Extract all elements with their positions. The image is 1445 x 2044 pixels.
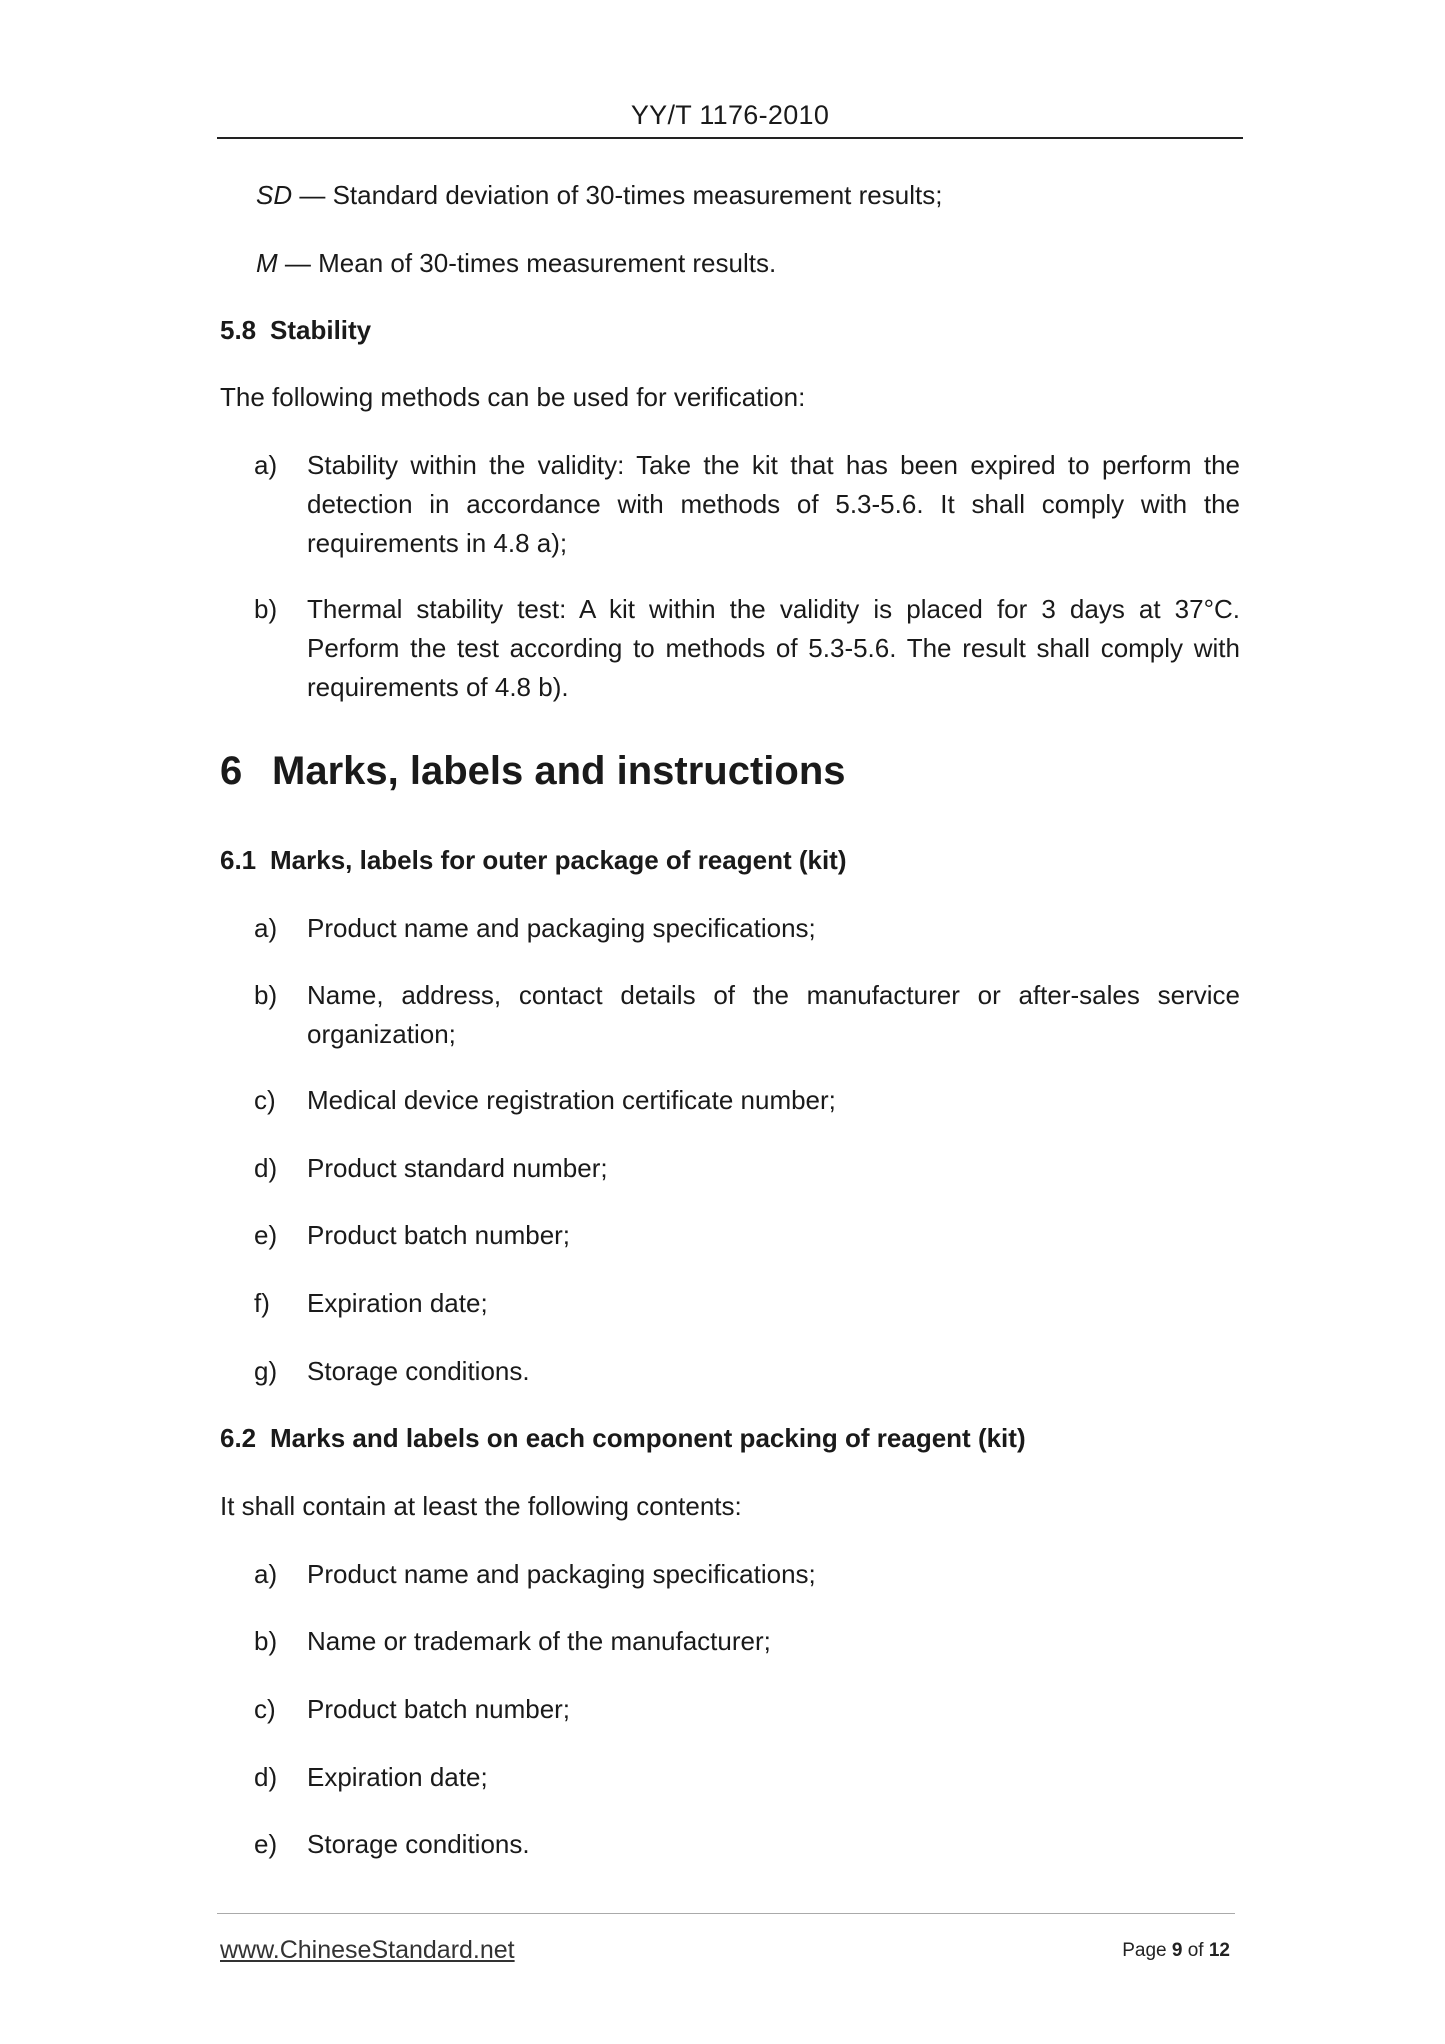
- list-item: [220, 1081, 1240, 1120]
- list-item-label: e): [254, 1829, 278, 1859]
- list-item: [220, 1690, 1240, 1729]
- section-heading-5-8: [220, 311, 371, 350]
- list-item-label: g): [254, 1356, 278, 1386]
- section-number: 6.1: [220, 845, 257, 875]
- list-item: [220, 1622, 1240, 1661]
- list-item-text: Expiration date;: [307, 1288, 488, 1318]
- list-item-text: Product name and packaging specifications;: [307, 913, 816, 943]
- list-item-label: c): [254, 1085, 276, 1115]
- list-item: [220, 1555, 1240, 1594]
- page-number-indicator: [1122, 1939, 1230, 1963]
- chapter-title: Marks, labels and instructions: [272, 749, 846, 793]
- page-prefix: Page: [1122, 1940, 1167, 1961]
- list-item: [220, 1284, 1240, 1323]
- definition-symbol: M: [256, 248, 278, 278]
- list-item-label: b): [254, 1626, 278, 1656]
- section-title: Marks, labels for outer package of reagent (kit): [270, 845, 847, 875]
- list-item: [220, 976, 1240, 1054]
- page-of: of: [1187, 1940, 1204, 1961]
- footer-site-link[interactable]: www.ChineseStandard.net: [220, 1936, 515, 1964]
- total-pages: 12: [1208, 1940, 1230, 1961]
- current-page: 9: [1171, 1940, 1183, 1961]
- list-item-label: a): [254, 450, 278, 480]
- list-item-text: Expiration date;: [307, 1762, 488, 1792]
- section-intro: The following methods can be used for verification:: [220, 382, 806, 412]
- list-item-text: Name or trademark of the manufacturer;: [307, 1626, 771, 1656]
- list-item: [220, 1352, 1240, 1391]
- list-item-label: e): [254, 1220, 278, 1250]
- list-item-text: Name, address, contact details of the manufacturer or after-sales service organization;: [307, 980, 1240, 1049]
- definition-m: [256, 244, 776, 283]
- list-item-label: b): [254, 594, 278, 624]
- list-item-text: Stability within the validity: Take the kit that has been expired to perform the detection in accordance with methods of 5.3-5.6. It shall comply with the requirements in 4.8 a);: [307, 450, 1240, 558]
- section-number: 6.2: [220, 1423, 257, 1453]
- list-item: [220, 909, 1240, 948]
- definition-sd: [256, 176, 942, 215]
- footer-divider: [217, 1913, 1235, 1914]
- list-item-text: Thermal stability test: A kit within the validity is placed for 3 days at 37°C. Perform the test according to methods of 5.3-5.6. The result shall comply with requirements of 4.8 b).: [307, 594, 1240, 702]
- section-heading-6-2: [220, 1419, 1026, 1458]
- list-item-text: Storage conditions.: [307, 1829, 530, 1859]
- list-item-text: Product standard number;: [307, 1153, 608, 1183]
- definition-text: — Mean of 30-times measurement results.: [277, 248, 777, 278]
- list-item: [220, 1216, 1240, 1255]
- list-item-text: Product name and packaging specifications;: [307, 1559, 816, 1589]
- chapter-number: 6: [220, 749, 243, 793]
- standard-code: YY/T 1176-2010: [630, 100, 830, 130]
- list-item-label: d): [254, 1153, 278, 1183]
- definition-text: — Standard deviation of 30-times measurement results;: [292, 180, 943, 210]
- section-title: Marks and labels on each component packing of reagent (kit): [270, 1423, 1026, 1453]
- definition-symbol: SD: [256, 180, 293, 210]
- list-item: [220, 1149, 1240, 1188]
- list-item-label: a): [254, 1559, 278, 1589]
- list-item: [220, 1758, 1240, 1797]
- section-title: Stability: [270, 315, 372, 345]
- section-number: 5.8: [220, 315, 257, 345]
- list-item: [220, 1825, 1240, 1864]
- section-intro: It shall contain at least the following contents:: [220, 1491, 742, 1521]
- section-heading-6-1: [220, 841, 847, 880]
- list-item-label: d): [254, 1762, 278, 1792]
- list-item-label: b): [254, 980, 278, 1010]
- page-header: [217, 100, 1243, 139]
- list-item-text: Medical device registration certificate number;: [307, 1085, 836, 1115]
- list-item-text: Product batch number;: [307, 1694, 571, 1724]
- list-item-text: Storage conditions.: [307, 1356, 530, 1386]
- list-item: [220, 590, 1240, 707]
- list-item-label: c): [254, 1694, 276, 1724]
- list-item: [220, 446, 1240, 563]
- list-item-label: f): [254, 1288, 270, 1318]
- list-item-label: a): [254, 913, 278, 943]
- list-item-text: Product batch number;: [307, 1220, 571, 1250]
- chapter-heading-6: [220, 746, 846, 796]
